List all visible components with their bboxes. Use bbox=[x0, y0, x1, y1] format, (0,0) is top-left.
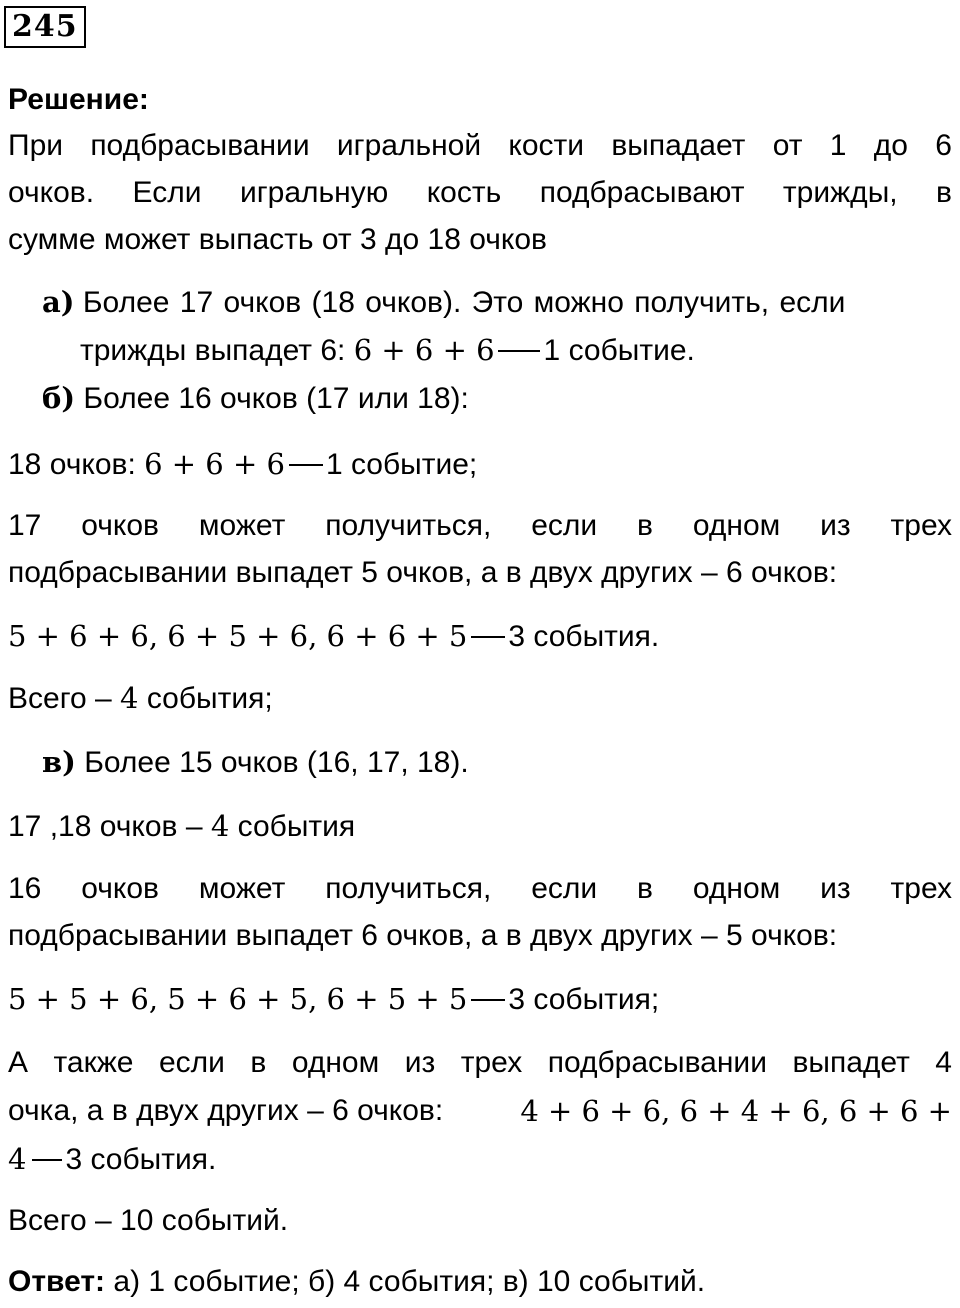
part-b-total-line bbox=[8, 680, 273, 717]
part-c-1718-line bbox=[8, 808, 355, 845]
part-c-16-line-1: 16 очков может получиться, если в одном из трех bbox=[8, 872, 952, 905]
part-c-total: Всего – 10 событий. bbox=[8, 1204, 289, 1237]
part-c-extra-text: очка, а в двух других – 6 очков: bbox=[8, 1094, 444, 1127]
part-a-text-2: трижды выпадет 6: bbox=[80, 334, 354, 367]
part-b-text-1: Более 16 очков (17 или 18): bbox=[83, 382, 469, 415]
part-c-extra-line-2 bbox=[8, 1093, 952, 1129]
part-a-line-1 bbox=[42, 284, 952, 321]
part-b-marker: б) bbox=[42, 381, 76, 415]
em-dash bbox=[289, 464, 323, 466]
part-c-combos-math: 5 + 5 + 6, 5 + 6 + 5, 6 + 5 + 5 bbox=[8, 982, 468, 1016]
part-b-18-line bbox=[8, 446, 477, 483]
part-b-18-math: 6 + 6 + 6 bbox=[144, 447, 285, 481]
solution-heading: Решение: bbox=[8, 83, 149, 116]
part-b-combos-line bbox=[8, 618, 659, 655]
part-c-extra-line-3 bbox=[8, 1141, 216, 1178]
part-b-total-end: события; bbox=[138, 682, 273, 715]
part-b-18-result: 1 событие; bbox=[325, 448, 478, 481]
intro-line-2: очков. Если игральную кость подбрасывают трижды, в bbox=[8, 176, 952, 209]
part-b-18-text: 18 очков: bbox=[8, 448, 145, 481]
em-dash bbox=[471, 999, 505, 1001]
part-c-line-1 bbox=[42, 744, 469, 781]
part-c-1718-end: события bbox=[229, 810, 356, 843]
part-b-combos-math: 5 + 6 + 6, 6 + 5 + 6, 6 + 6 + 5 bbox=[8, 619, 468, 653]
part-c-extra-result: 3 события. bbox=[65, 1143, 217, 1176]
intro-line-3: сумме может выпасть от 3 до 18 очков bbox=[8, 223, 547, 256]
part-b-total-num: 4 bbox=[120, 681, 139, 715]
answer-text: а) 1 событие; б) 4 события; в) 10 событий. bbox=[105, 1265, 706, 1298]
part-a-line-2 bbox=[80, 332, 695, 369]
part-c-extra-line-1: А также если в одном из трех подбрасывании выпадет 4 bbox=[8, 1046, 952, 1079]
part-c-1718-num: 4 bbox=[210, 809, 230, 843]
part-c-16-line-2: подбрасывании выпадет 6 очков, а в двух других – 5 очков: bbox=[8, 919, 838, 952]
part-c-extra-math: 4 + 6 + 6, 6 + 4 + 6, 6 + 6 + bbox=[520, 1094, 952, 1128]
answer-line bbox=[8, 1264, 705, 1300]
em-dash bbox=[498, 350, 540, 352]
part-c-marker: в) bbox=[42, 745, 76, 779]
part-c-combos-line bbox=[8, 981, 659, 1018]
intro-line-1: При подбрасывании игральной кости выпадает от 1 до 6 bbox=[8, 129, 952, 162]
answer-label: Ответ: bbox=[8, 1265, 106, 1298]
part-c-text-1: Более 15 очков (16, 17, 18). bbox=[84, 746, 469, 779]
part-a-text-1: Более 17 очков (18 очков). Это можно получить, если bbox=[82, 286, 846, 319]
part-c-1718-text: 17 ,18 очков – bbox=[8, 810, 211, 843]
problem-number: 245 bbox=[4, 6, 86, 48]
em-dash bbox=[471, 636, 505, 638]
part-a-math: 6 + 6 + 6 bbox=[353, 333, 495, 367]
part-b-line-1 bbox=[42, 380, 469, 417]
part-b-total-text: Всего – bbox=[8, 682, 121, 715]
part-a-result: 1 событие. bbox=[543, 334, 695, 367]
em-dash bbox=[32, 1159, 62, 1161]
part-b-17-line-1: 17 очков может получиться, если в одном из трех bbox=[8, 509, 952, 542]
part-a-marker: а) bbox=[42, 285, 75, 319]
part-b-17-line-2: подбрасывании выпадет 5 очков, а в двух других – 6 очков: bbox=[8, 556, 838, 589]
part-c-combos-result: 3 события; bbox=[508, 983, 660, 1016]
part-b-combos-result: 3 события. bbox=[508, 620, 660, 653]
part-c-extra-math-2: 4 bbox=[8, 1142, 27, 1176]
